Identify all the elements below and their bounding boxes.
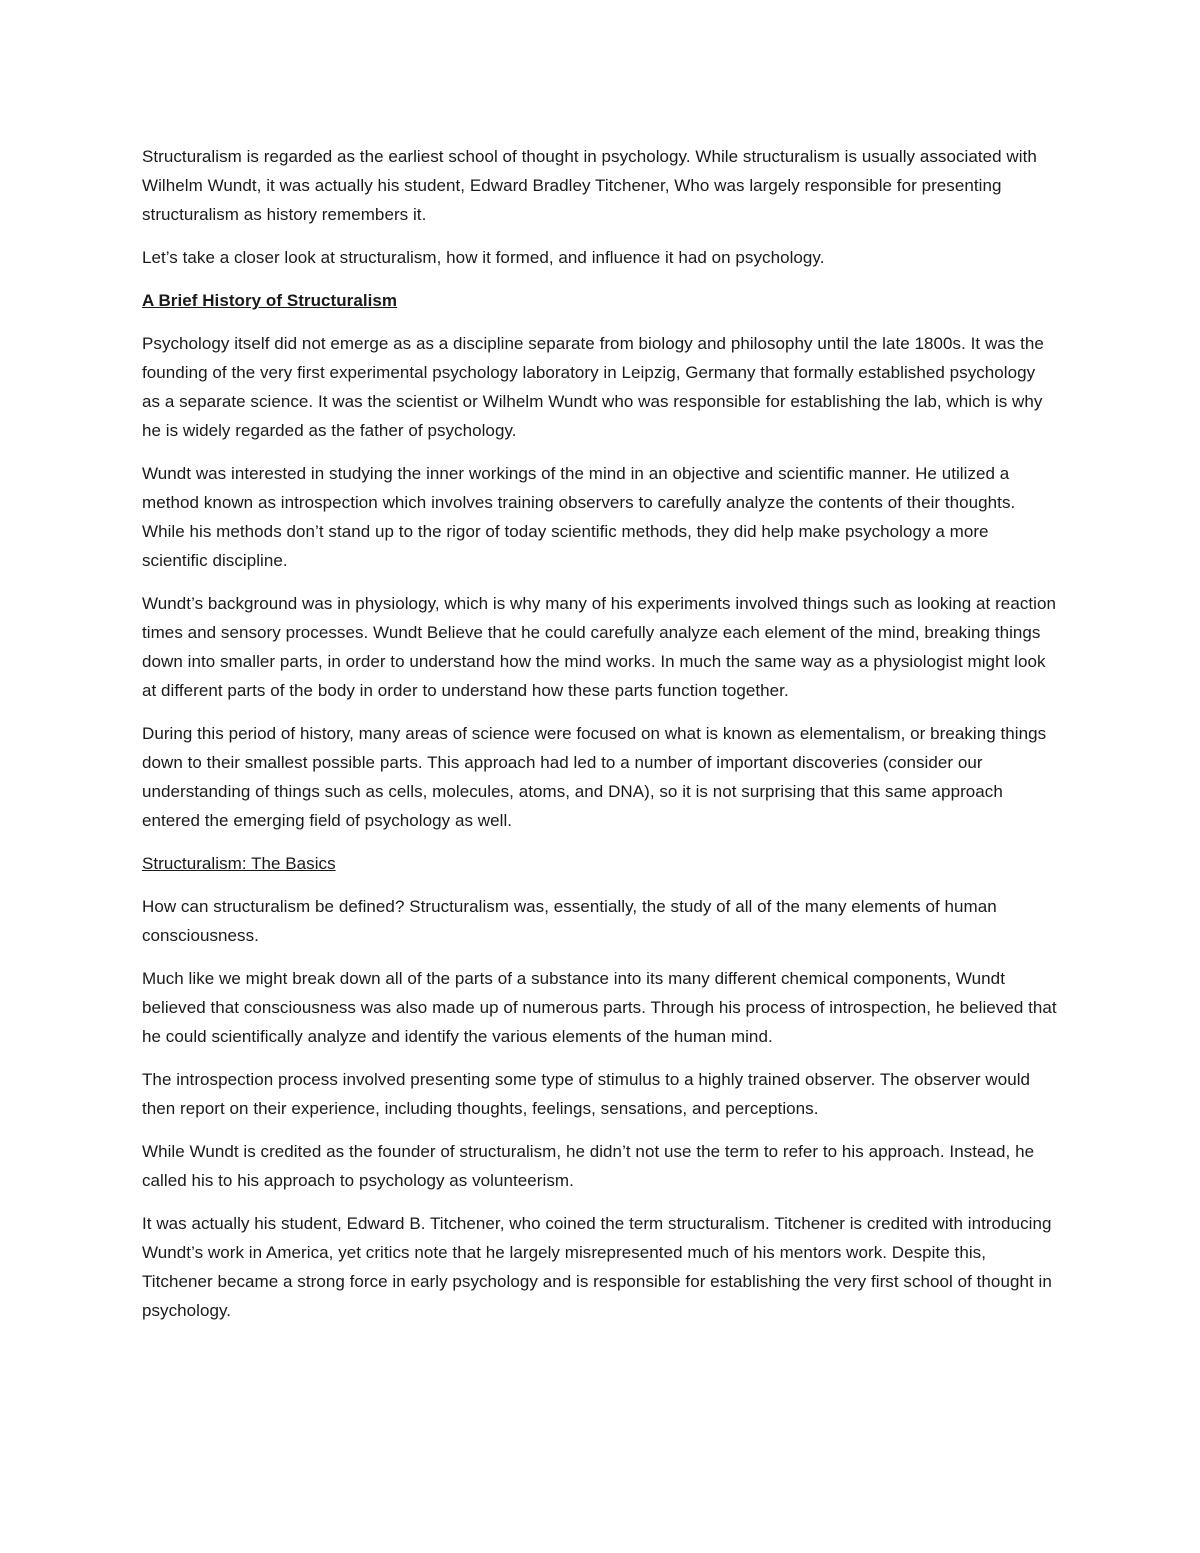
paragraph-titchener: It was actually his student, Edward B. Titchener, who coined the term structuralism. Titchener is credited with introducing Wundt’s work in America, yet critics note that he largely misrepresented much of his mentors work. Despite this, Titchener became a strong force in early psychology and is responsible for establishing the very first school of thought in psychology. [142, 1214, 1052, 1320]
section-heading-brief-history: A Brief History of Structuralism [142, 291, 398, 310]
paragraph-consciousness-parts: Much like we might break down all of the parts of a substance into its many different chemical components, Wundt believed that consciousness was also made up of numerous parts. Through his process of introspection, he believed that he could scientifically analyze and identify the various elements of the human mind. [142, 969, 1057, 1046]
paragraph-definition: How can structuralism be defined? Structuralism was, essentially, the study of all of the many elements of human consciousness. [142, 897, 997, 945]
paragraph-elementalism: During this period of history, many areas of science were focused on what is known as elementalism, or breaking things down to their smallest possible parts. This approach had led to a number of important discoveries (consider our understanding of things such as cells, molecules, atoms, and DNA), so it is not surprising that this same approach entered the emerging field of psychology as well. [142, 724, 1047, 830]
paragraph-wundt-background: Wundt’s background was in physiology, which is why many of his experiments involved things such as looking at reaction times and sensory processes. Wundt Believe that he could carefully analyze each element of the mind, breaking things down into smaller parts, in order to understand how the mind works. In much the same way as a physiologist might look at different parts of the body in order to understand how these parts function together. [142, 594, 1056, 700]
document-body [142, 142, 1057, 1339]
paragraph-intro: Structuralism is regarded as the earliest school of thought in psychology. While structuralism is usually associated with Wilhelm Wundt, it was actually his student, Edward Bradley Titchener, Who was largely responsible for presenting structuralism as history remembers it. [142, 147, 1037, 224]
paragraph-wundt-interest: Wundt was interested in studying the inner workings of the mind in an objective and scientific manner. He utilized a method known as introspection which involves training observers to carefully analyze the contents of their thoughts. While his methods don’t stand up to the rigor of today scientific methods, they did help make psychology a more scientific discipline. [142, 464, 1016, 570]
paragraph-introspection-process: The introspection process involved presenting some type of stimulus to a highly trained observer. The observer would then report on their experience, including thoughts, feelings, sensations, and perceptions. [142, 1070, 1031, 1118]
section-heading-basics: Structuralism: The Basics [142, 854, 336, 873]
paragraph-closer-look: Let’s take a closer look at structuralism, how it formed, and influence it had on psychology. [142, 248, 825, 267]
paragraph-psychology-emergence: Psychology itself did not emerge as as a discipline separate from biology and philosophy until the late 1800s. It was the founding of the very first experimental psychology laboratory in Leipzig, Germany that formally established psychology as a separate science. It was the scientist or Wilhelm Wundt who was responsible for establishing the lab, which is why he is widely regarded as the father of psychology. [142, 334, 1044, 440]
paragraph-volunteerism: While Wundt is credited as the founder of structuralism, he didn’t not use the term to refer to his approach. Instead, he called his to his approach to psychology as volunteerism. [142, 1142, 1035, 1190]
